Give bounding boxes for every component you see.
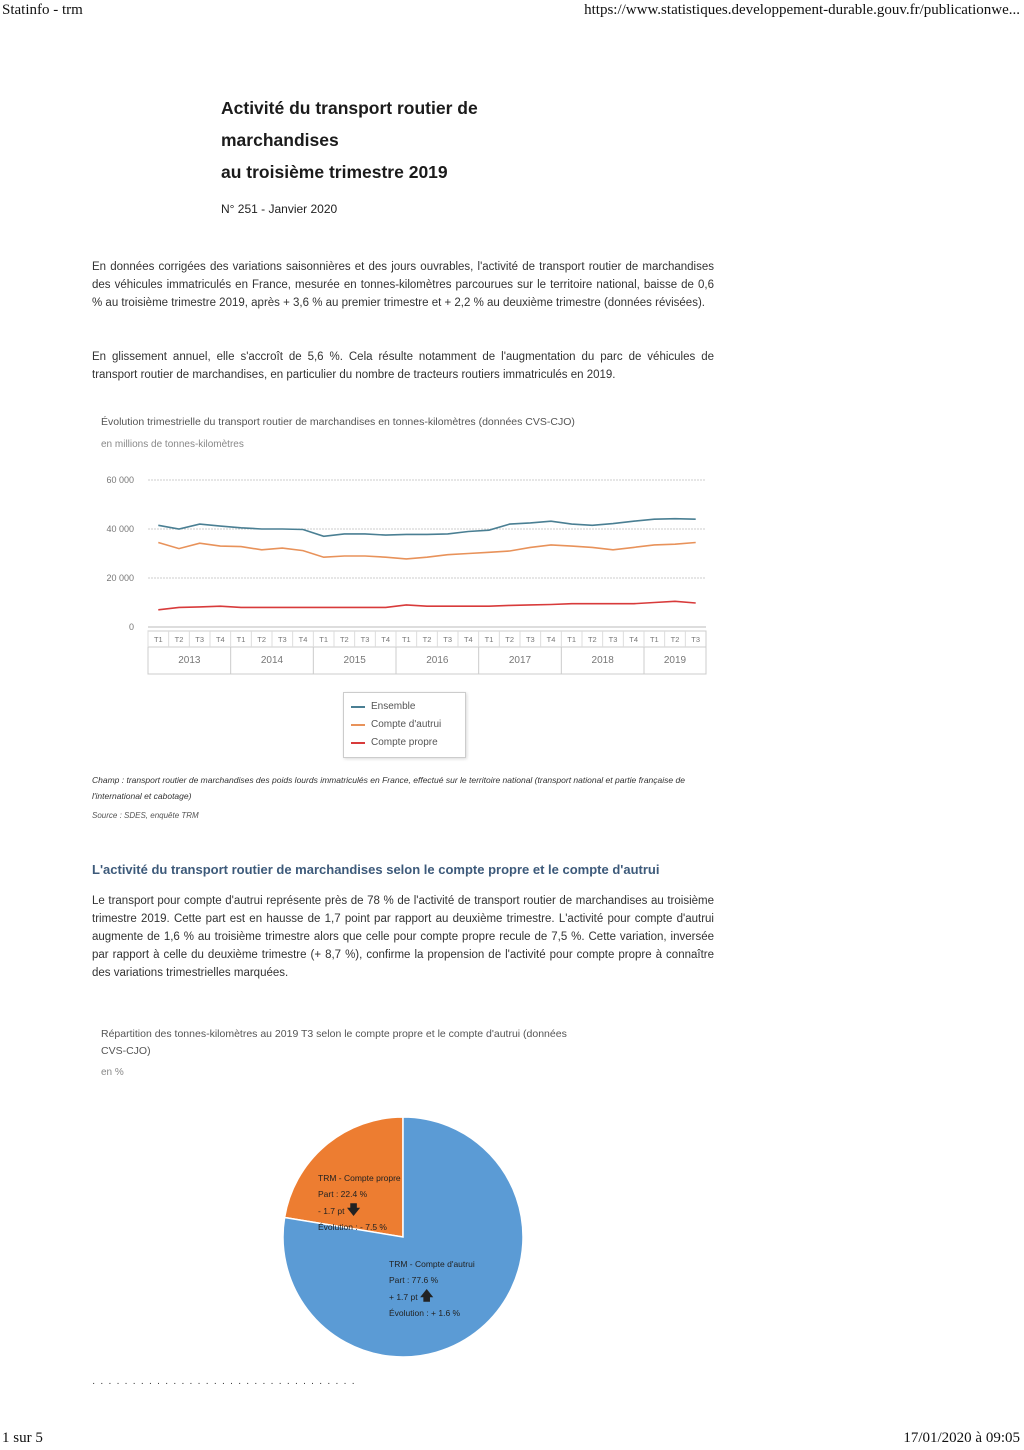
pie-label-delta-text: - 1.7 pt xyxy=(318,1206,345,1216)
x-tick-label: T1 xyxy=(401,635,411,644)
x-tick-label: T1 xyxy=(567,635,577,644)
x-tick-label: T2 xyxy=(422,635,432,644)
x-tick-label: T2 xyxy=(587,635,597,644)
x-tick-label: T1 xyxy=(319,635,329,644)
legend-label: Compte propre xyxy=(371,737,438,748)
line-chart-legend xyxy=(343,692,466,758)
pie-label-name: TRM - Compte propre xyxy=(318,1173,401,1183)
pie-label-delta-text: + 1.7 pt xyxy=(389,1292,418,1302)
pie-label-autrui xyxy=(389,1256,475,1321)
pie-chart xyxy=(270,1105,540,1375)
x-tick-label: T3 xyxy=(691,635,701,644)
section-paragraph: Le transport pour compte d'autrui représente près de 78 % de l'activité de transport routier de marchandises au troisième trimestre 2019. Cette part est en hausse de 1,7 point par rapport au deuxième trimestre. L'activité pour compte d'autrui augmente de 1,6 % au troisième trimestre alors que celle pour compte propre recule de 7,5 %. Cette variation, inversée par rapport à celle du deuxième trimestre (+ 8,7 %), confirme la propension de l'activité pour compte propre à connaître des variations trimestrielles marquées. xyxy=(92,895,714,979)
legend-item-autrui[interactable] xyxy=(351,719,441,730)
year-label: 2019 xyxy=(663,655,687,666)
x-tick-label: T2 xyxy=(505,635,515,644)
page-title-line: au troisième trimestre 2019 xyxy=(221,162,448,182)
print-page-number: 1 sur 5 xyxy=(2,1430,43,1446)
print-header-url[interactable]: https://www.statistiques.developpement-durable.gouv.fr/publicationwe... xyxy=(584,2,1020,18)
intro-paragraph: En données corrigées des variations saisonnières et des jours ouvrables, l'activité de transport routier de marchandises des véhicules immatriculés en France, mesurée en tonnes-kilomètres parcourues sur le territoire national, baisse de 0,6 % au troisième trimestre 2019, après + 3,6 % au premier trimestre et + 2,2 % au deuxième trimestre (données révisées). xyxy=(92,261,714,309)
x-tick-label: T3 xyxy=(608,635,618,644)
line-chart-unit: en millions de tonnes-kilomètres xyxy=(101,439,244,450)
year-label: 2015 xyxy=(343,655,366,666)
publication-number: N° 251 - Janvier 2020 xyxy=(221,202,338,216)
pie-label-evolution: Évolution : - 7.5 % xyxy=(318,1222,387,1232)
page-title xyxy=(221,92,551,188)
cut-off-text: · · · · · · · · · · · · · · · · · · · · · · · · · · · · · · · · · xyxy=(92,1378,356,1389)
x-tick-label: T4 xyxy=(629,635,639,644)
series-line xyxy=(158,519,695,537)
x-tick-label: T3 xyxy=(195,635,205,644)
x-tick-label: T4 xyxy=(381,635,391,644)
y-tick-label: 40 000 xyxy=(106,524,134,534)
line-chart-note: Champ : transport routier de marchandises des poids lourds immatriculés en France, effectué sur le territoire national (transport national et partie française de l'international et cabotage) xyxy=(92,775,685,801)
legend-swatch xyxy=(351,706,365,708)
pie-label-propre xyxy=(318,1170,401,1235)
annual-paragraph: En glissement annuel, elle s'accroît de 5,6 %. Cela résulte notamment de l'augmentation du parc de véhicules de transport routier de marchandises, en particulier du nombre de tracteurs routiers immatriculés en 2019. xyxy=(92,351,714,381)
x-tick-label: T3 xyxy=(360,635,370,644)
x-tick-label: T4 xyxy=(298,635,308,644)
page-title-line: marchandises xyxy=(221,130,339,150)
x-tick-label: T4 xyxy=(546,635,556,644)
pie-label-part: Part : 77.6 % xyxy=(389,1275,439,1285)
y-tick-label: 60 000 xyxy=(106,475,134,485)
x-tick-label: T2 xyxy=(257,635,267,644)
print-header-title: Statinfo - trm xyxy=(2,2,83,18)
x-tick-label: T3 xyxy=(525,635,535,644)
pie-label-delta xyxy=(389,1288,475,1305)
line-chart-title: Évolution trimestrielle du transport routier de marchandises en tonnes-kilomètres (données CVS-CJO) xyxy=(101,416,575,428)
x-tick-label: T4 xyxy=(463,635,473,644)
year-label: 2017 xyxy=(508,655,532,666)
page-title-line: Activité du transport routier de xyxy=(221,98,478,118)
year-label: 2016 xyxy=(426,655,449,666)
pie-label-evolution: Évolution : + 1.6 % xyxy=(389,1308,461,1318)
x-tick-label: T1 xyxy=(236,635,246,644)
legend-item-ensemble[interactable] xyxy=(351,701,415,712)
x-tick-label: T3 xyxy=(277,635,287,644)
legend-swatch xyxy=(351,724,365,726)
pie-chart-title-line: CVS-CJO) xyxy=(101,1045,151,1057)
year-label: 2014 xyxy=(260,655,284,666)
legend-label: Compte d'autrui xyxy=(371,719,442,730)
year-label: 2018 xyxy=(591,655,614,666)
x-tick-label: T4 xyxy=(215,635,225,644)
legend-label: Ensemble xyxy=(371,701,416,712)
pie-label-name: TRM - Compte d'autrui xyxy=(389,1259,475,1269)
pie-label-delta xyxy=(318,1202,401,1219)
section-heading: L'activité du transport routier de marchandises selon le compte propre et le compte d'autrui xyxy=(92,862,660,877)
pie-chart-title xyxy=(101,1026,701,1060)
year-label: 2013 xyxy=(178,655,201,666)
line-chart xyxy=(90,470,720,680)
x-tick-label: T1 xyxy=(484,635,494,644)
series-line xyxy=(158,601,695,610)
y-tick-label: 20 000 xyxy=(106,573,134,583)
line-chart-source: Source : SDES, enquête TRM xyxy=(92,811,199,820)
arrow-up-icon: 🡅 xyxy=(419,1288,434,1303)
x-tick-label: T3 xyxy=(443,635,453,644)
x-tick-label: T2 xyxy=(174,635,184,644)
x-tick-label: T1 xyxy=(649,635,659,644)
legend-swatch xyxy=(351,742,365,744)
y-tick-label: 0 xyxy=(128,622,134,632)
series-line xyxy=(158,543,695,559)
print-timestamp: 17/01/2020 à 09:05 xyxy=(903,1430,1020,1446)
x-tick-label: T2 xyxy=(670,635,680,644)
pie-chart-unit: en % xyxy=(101,1067,124,1078)
x-tick-label: T2 xyxy=(339,635,349,644)
x-tick-label: T1 xyxy=(153,635,163,644)
legend-item-propre[interactable] xyxy=(351,737,438,748)
arrow-down-icon: 🡇 xyxy=(346,1202,361,1217)
pie-chart-title-line: Répartition des tonnes-kilomètres au 2019 T3 selon le compte propre et le compte d'autrui (données xyxy=(101,1028,567,1040)
pie-label-part: Part : 22.4 % xyxy=(318,1189,368,1199)
